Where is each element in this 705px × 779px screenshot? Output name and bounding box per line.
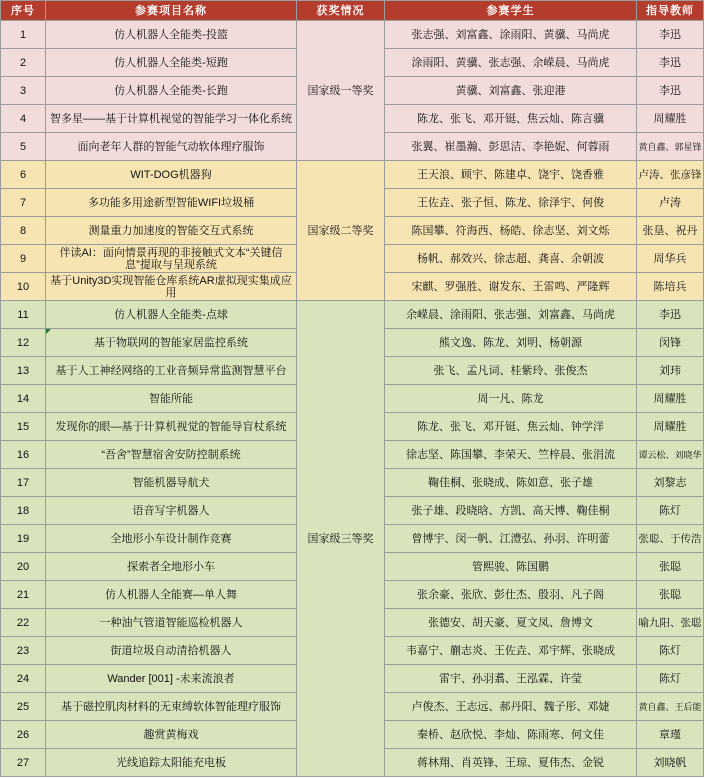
cell-project-name[interactable]: [46, 357, 297, 385]
cell-text: 周耀胜: [653, 392, 687, 405]
cell-teacher[interactable]: [637, 245, 704, 273]
cell-text: 秦桥、赵欣悦、李灿、陈雨寒、何文佳: [417, 728, 604, 741]
cell-text: 王佐垚、张子恒、陈龙、徐泽宇、何俊: [417, 196, 604, 209]
cell-project-name[interactable]: [46, 693, 297, 721]
cell-teacher[interactable]: [637, 609, 704, 637]
cell-row-number[interactable]: [1, 357, 46, 385]
header-text: 获奖情况: [316, 4, 365, 17]
cell-text: 街道垃圾自动清拾机器人: [110, 644, 232, 657]
cell-teacher[interactable]: [637, 693, 704, 721]
cell-text: 张聪: [659, 588, 681, 601]
cell-students[interactable]: [385, 161, 637, 189]
cell-text: 陈龙、张飞、邓开铤、焦云灿、钟学洋: [417, 420, 604, 433]
cell-row-number[interactable]: [1, 21, 46, 49]
cell-project-name[interactable]: [46, 749, 297, 777]
cell-students[interactable]: [385, 21, 637, 49]
cell-text: 余嵘晨、涂雨阳、张志强、刘富鑫、马尚虎: [406, 308, 615, 321]
cell-row-number[interactable]: [1, 189, 46, 217]
cell-row-number[interactable]: [1, 385, 46, 413]
cell-text: 张聪、于传浩: [638, 532, 702, 545]
cell-text: 一种油气管道智能巡检机器人: [99, 616, 243, 629]
cell-text: 喻九阳、张聪: [638, 616, 702, 629]
header-text: 参赛学生: [486, 4, 535, 17]
cell-project-name[interactable]: [46, 609, 297, 637]
cell-students[interactable]: [385, 721, 637, 749]
cell-row-number[interactable]: [1, 245, 46, 273]
cell-students[interactable]: [385, 301, 637, 329]
cell-text: 27: [16, 756, 30, 769]
cell-students[interactable]: [385, 441, 637, 469]
cell-teacher[interactable]: [637, 21, 704, 49]
cell-project-name[interactable]: [46, 189, 297, 217]
cell-students[interactable]: [385, 385, 637, 413]
cell-row-number[interactable]: [1, 413, 46, 441]
cell-award[interactable]: [297, 161, 385, 301]
cell-project-name[interactable]: [46, 245, 297, 273]
cell-teacher[interactable]: [637, 105, 704, 133]
cell-students[interactable]: [385, 217, 637, 245]
cell-text: 杨帆、郝效兴、徐志超、龚喜、余朝波: [417, 252, 604, 265]
cell-teacher[interactable]: [637, 273, 704, 301]
cell-row-number[interactable]: [1, 609, 46, 637]
cell-text: 卢涛、张彦锋: [638, 168, 702, 181]
cell-students[interactable]: [385, 273, 637, 301]
cell-row-number[interactable]: [1, 441, 46, 469]
cell-project-name[interactable]: [46, 441, 297, 469]
cell-teacher[interactable]: [637, 469, 704, 497]
cell-text: 卢涛: [659, 196, 681, 209]
cell-teacher[interactable]: [637, 749, 704, 777]
cell-row-number[interactable]: [1, 581, 46, 609]
cell-text: 刘玮: [659, 364, 681, 377]
cell-text: 陈灯: [659, 504, 681, 517]
cell-text: 管熙骏、陈国鹏: [472, 560, 549, 573]
cell-text: 李迅: [659, 308, 681, 321]
cell-text: 张翼、崔墨瀚、彭思洁、李艳妮、何蓉雨: [411, 140, 610, 153]
cell-students[interactable]: [385, 553, 637, 581]
cell-students[interactable]: [385, 497, 637, 525]
cell-text: 黄骥、刘富鑫、张迎港: [455, 84, 566, 97]
cell-row-number[interactable]: [1, 273, 46, 301]
cell-students[interactable]: [385, 581, 637, 609]
cell-text: 李迅: [659, 56, 681, 69]
cell-students[interactable]: [385, 609, 637, 637]
cell-teacher[interactable]: [637, 665, 704, 693]
cell-text: 闵锋: [659, 336, 681, 349]
column-header-teacher[interactable]: [637, 1, 704, 21]
cell-row-number[interactable]: [1, 161, 46, 189]
cell-teacher[interactable]: [637, 497, 704, 525]
cell-text: 8: [19, 224, 27, 237]
cell-text: 刘黎志: [653, 476, 687, 489]
cell-text: 仿人机器人全能类-投篮: [114, 28, 228, 41]
cell-text: 24: [16, 672, 30, 685]
cell-text: 仿人机器人全能类-点球: [114, 308, 228, 321]
cell-project-name[interactable]: [46, 525, 297, 553]
cell-project-name[interactable]: [46, 217, 297, 245]
header-text: 序号: [11, 4, 35, 17]
cell-text: 趣赏黄梅戏: [143, 728, 199, 741]
cell-text: 曾博宇、闵一帆、江澧弘、孙羽、许明蕾: [411, 532, 610, 545]
cell-teacher[interactable]: [637, 133, 704, 161]
cell-row-number[interactable]: [1, 301, 46, 329]
cell-text: 17: [16, 476, 30, 489]
cell-project-name[interactable]: [46, 133, 297, 161]
cell-project-name[interactable]: [46, 581, 297, 609]
cell-row-number[interactable]: [1, 749, 46, 777]
header-text: 参赛项目名称: [135, 4, 207, 17]
cell-students[interactable]: [385, 749, 637, 777]
cell-students[interactable]: [385, 469, 637, 497]
column-header-students[interactable]: [385, 1, 637, 21]
cell-text: 雷宇、孙羽翥、王泓霖、许莹: [439, 672, 582, 685]
cell-text: 熊文逸、陈龙、刘明、杨朝源: [439, 336, 582, 349]
cell-text: 徐志坚、陈国攀、李荣天、竺梓晨、张涓流: [406, 448, 615, 461]
header-text: 指导教师: [646, 4, 694, 17]
cell-teacher[interactable]: [637, 385, 704, 413]
cell-text: 22: [16, 616, 30, 629]
cell-text: 黄自鑫、郭星锋: [638, 141, 702, 152]
cell-text: 伴读AI：面向情景再现的非接触式文本“关键信息”提取与呈现系统: [59, 246, 283, 271]
cell-text: 国家级三等奖: [307, 532, 374, 545]
cell-text: 陈灯: [659, 672, 681, 685]
cell-text: 陈国攀、符海西、杨皓、徐志坚、刘文烁: [411, 224, 610, 237]
cell-text: 张子雄、段晓晗、方凯、高天博、鞠佳桐: [411, 504, 610, 517]
cell-text: 陈培兵: [653, 280, 687, 293]
cell-project-name[interactable]: [46, 385, 297, 413]
cell-text: 陈龙、张飞、邓开铤、焦云灿、陈言骥: [417, 112, 604, 125]
cell-students[interactable]: [385, 413, 637, 441]
cell-text: 智能所能: [149, 392, 193, 405]
cell-text: 26: [16, 728, 30, 741]
cell-project-name[interactable]: [46, 553, 297, 581]
cell-row-number[interactable]: [1, 721, 46, 749]
cell-students[interactable]: [385, 329, 637, 357]
cell-teacher[interactable]: [637, 441, 704, 469]
cell-row-number[interactable]: [1, 693, 46, 721]
cell-text: 张聪: [659, 560, 681, 573]
cell-text: 13: [16, 364, 30, 377]
cell-text: 智多星——基于计算机视觉的智能学习一体化系统: [50, 112, 292, 125]
cell-text: 15: [16, 420, 30, 433]
cell-text: 张德安、胡天豪、夏文凤、詹博文: [428, 616, 593, 629]
cell-project-name[interactable]: [46, 49, 297, 77]
cell-text: 19: [16, 532, 30, 545]
cell-students[interactable]: [385, 49, 637, 77]
cell-text: 10: [16, 280, 30, 293]
cell-text: 14: [16, 392, 30, 405]
cell-row-number[interactable]: [1, 665, 46, 693]
cell-teacher[interactable]: [637, 721, 704, 749]
cell-teacher[interactable]: [637, 329, 704, 357]
cell-text: 王天浪、顾宇、陈建卓、饶宇、饶香雅: [417, 168, 604, 181]
cell-text: 刘晓帆: [653, 756, 687, 769]
cell-teacher[interactable]: [637, 553, 704, 581]
cell-teacher[interactable]: [637, 49, 704, 77]
cell-text: 多功能多用途新型智能WIFI垃圾桶: [87, 196, 255, 209]
cell-text: WIT-DOG机器狗: [130, 168, 212, 181]
cell-text: 18: [16, 504, 30, 517]
cell-row-number[interactable]: [1, 553, 46, 581]
cell-students[interactable]: [385, 357, 637, 385]
cell-text: 25: [16, 700, 30, 713]
cell-row-number[interactable]: [1, 525, 46, 553]
cell-text: 李迅: [659, 84, 681, 97]
cell-text: 张垦、祝丹: [642, 224, 698, 237]
cell-text: 1: [19, 28, 27, 41]
cell-text: 发现你的眼—基于计算机视觉的智能导盲杖系统: [55, 420, 287, 433]
error-indicator-icon: [46, 329, 51, 334]
cell-teacher[interactable]: [637, 525, 704, 553]
cell-text: 国家级一等奖: [307, 84, 374, 97]
cell-teacher[interactable]: [637, 301, 704, 329]
cell-students[interactable]: [385, 245, 637, 273]
cell-row-number[interactable]: [1, 77, 46, 105]
cell-row-number[interactable]: [1, 329, 46, 357]
cell-text: 宋麒、罗强胜、谢发东、王雷鸣、严隆辉: [411, 280, 610, 293]
cell-project-name[interactable]: [46, 665, 297, 693]
cell-text: 12: [16, 336, 30, 349]
cell-text: 周耀胜: [653, 420, 687, 433]
cell-text: 光线追踪太阳能充电板: [116, 756, 226, 769]
cell-text: 探索者全地形小车: [127, 560, 215, 573]
cell-text: 20: [16, 560, 30, 573]
cell-project-name[interactable]: [46, 497, 297, 525]
cell-row-number[interactable]: [1, 469, 46, 497]
cell-text: 仿人机器人全能赛—单人舞: [105, 588, 237, 601]
cell-row-number[interactable]: [1, 497, 46, 525]
cell-project-name[interactable]: [46, 721, 297, 749]
cell-text: 周耀胜: [653, 112, 687, 125]
cell-project-name[interactable]: [46, 637, 297, 665]
cell-text: 周一凡、陈龙: [477, 392, 544, 405]
cell-project-name[interactable]: [46, 21, 297, 49]
cell-teacher[interactable]: [637, 637, 704, 665]
cell-text: 李迅: [659, 28, 681, 41]
cell-row-number[interactable]: [1, 217, 46, 245]
cell-text: 7: [19, 196, 27, 209]
cell-text: 张志强、刘富鑫、涂雨阳、黄骥、马尚虎: [411, 28, 610, 41]
cell-text: 陈灯: [659, 644, 681, 657]
cell-teacher[interactable]: [637, 77, 704, 105]
cell-project-name[interactable]: [46, 329, 297, 357]
cell-text: 涂雨阳、黄骥、张志强、余嵘晨、马尚虎: [411, 56, 610, 69]
cell-project-name[interactable]: [46, 161, 297, 189]
cell-text: 11: [17, 308, 29, 321]
cell-text: 仿人机器人全能类-短跑: [114, 56, 228, 69]
cell-text: 23: [16, 644, 30, 657]
cell-text: 基于磁控肌肉材料的无束缚软体智能理疗服饰: [61, 700, 281, 713]
column-header-award[interactable]: [297, 1, 385, 21]
cell-text: 4: [19, 112, 27, 125]
cell-students[interactable]: [385, 189, 637, 217]
cell-text: 16: [16, 448, 30, 461]
cell-text: 仿人机器人全能类-长跑: [114, 84, 228, 97]
cell-award[interactable]: [297, 21, 385, 161]
cell-text: 张余豪、张欣、彭仕杰、殷羽、凡子阁: [417, 588, 604, 601]
cell-text: 全地形小车设计制作竞赛: [110, 532, 232, 545]
cell-project-name[interactable]: [46, 77, 297, 105]
cell-text: 基于物联网的智能家居监控系统: [94, 336, 248, 349]
cell-text: 卢俊杰、王志远、郝丹阳、魏子彤、邓婕: [411, 700, 610, 713]
cell-students[interactable]: [385, 525, 637, 553]
cell-text: “吾舍”智慧宿舍安防控制系统: [101, 448, 241, 461]
cell-text: 国家级二等奖: [307, 224, 374, 237]
cell-text: Wander [001] -未来流浪者: [107, 672, 235, 685]
cell-text: 鞠佳桐、张晓成、陈如意、张子雄: [428, 476, 593, 489]
cell-row-number[interactable]: [1, 105, 46, 133]
cell-students[interactable]: [385, 133, 637, 161]
cell-text: 智能机器导航犬: [132, 476, 210, 489]
cell-award[interactable]: [297, 301, 385, 777]
cell-students[interactable]: [385, 665, 637, 693]
cell-text: 章瑾: [659, 728, 681, 741]
cell-students[interactable]: [385, 105, 637, 133]
cell-students[interactable]: [385, 77, 637, 105]
cell-text: 3: [19, 84, 27, 97]
cell-text: 张飞、孟凡词、桂紫玲、张俊杰: [433, 364, 588, 377]
cell-text: 基于人工神经网络的工业音频异常监测智慧平台: [55, 364, 287, 377]
cell-text: 面向老年人群的智能气动软体理疗服饰: [77, 140, 265, 153]
cell-project-name[interactable]: [46, 413, 297, 441]
cell-text: 5: [19, 140, 27, 153]
cell-text: 21: [16, 588, 30, 601]
cell-text: 谭云松、刘晓华: [638, 449, 702, 460]
cell-teacher[interactable]: [637, 217, 704, 245]
cell-text: 语音写字机器人: [132, 504, 210, 517]
cell-project-name[interactable]: [46, 469, 297, 497]
cell-students[interactable]: [385, 693, 637, 721]
cell-teacher[interactable]: [637, 161, 704, 189]
cell-project-name[interactable]: [46, 105, 297, 133]
cell-row-number[interactable]: [1, 49, 46, 77]
cell-row-number[interactable]: [1, 637, 46, 665]
cell-teacher[interactable]: [637, 413, 704, 441]
cell-text: 2: [19, 56, 27, 69]
cell-project-name[interactable]: [46, 301, 297, 329]
cell-text: 基于Unity3D实现智能仓库系统AR虚拟现实集成应用: [50, 274, 292, 299]
cell-text: 测量重力加速度的智能交互式系统: [88, 224, 254, 237]
cell-text: 周华兵: [653, 252, 687, 265]
cell-teacher[interactable]: [637, 581, 704, 609]
column-header-project[interactable]: [46, 1, 297, 21]
cell-project-name[interactable]: [46, 273, 297, 301]
cell-students[interactable]: [385, 637, 637, 665]
cell-row-number[interactable]: [1, 133, 46, 161]
cell-teacher[interactable]: [637, 357, 704, 385]
cell-text: 黄自鑫、王后能: [638, 701, 702, 712]
column-header-no[interactable]: [1, 1, 46, 21]
cell-teacher[interactable]: [637, 189, 704, 217]
cell-text: 9: [19, 252, 27, 265]
cell-text: 6: [19, 168, 27, 181]
cell-text: 蒋林翔、肖英锋、王琼、夏伟杰、金锐: [417, 756, 604, 769]
cell-text: 韦嘉宁、蒯志炎、王佐垚、邓宇辉、张晓成: [406, 644, 615, 657]
